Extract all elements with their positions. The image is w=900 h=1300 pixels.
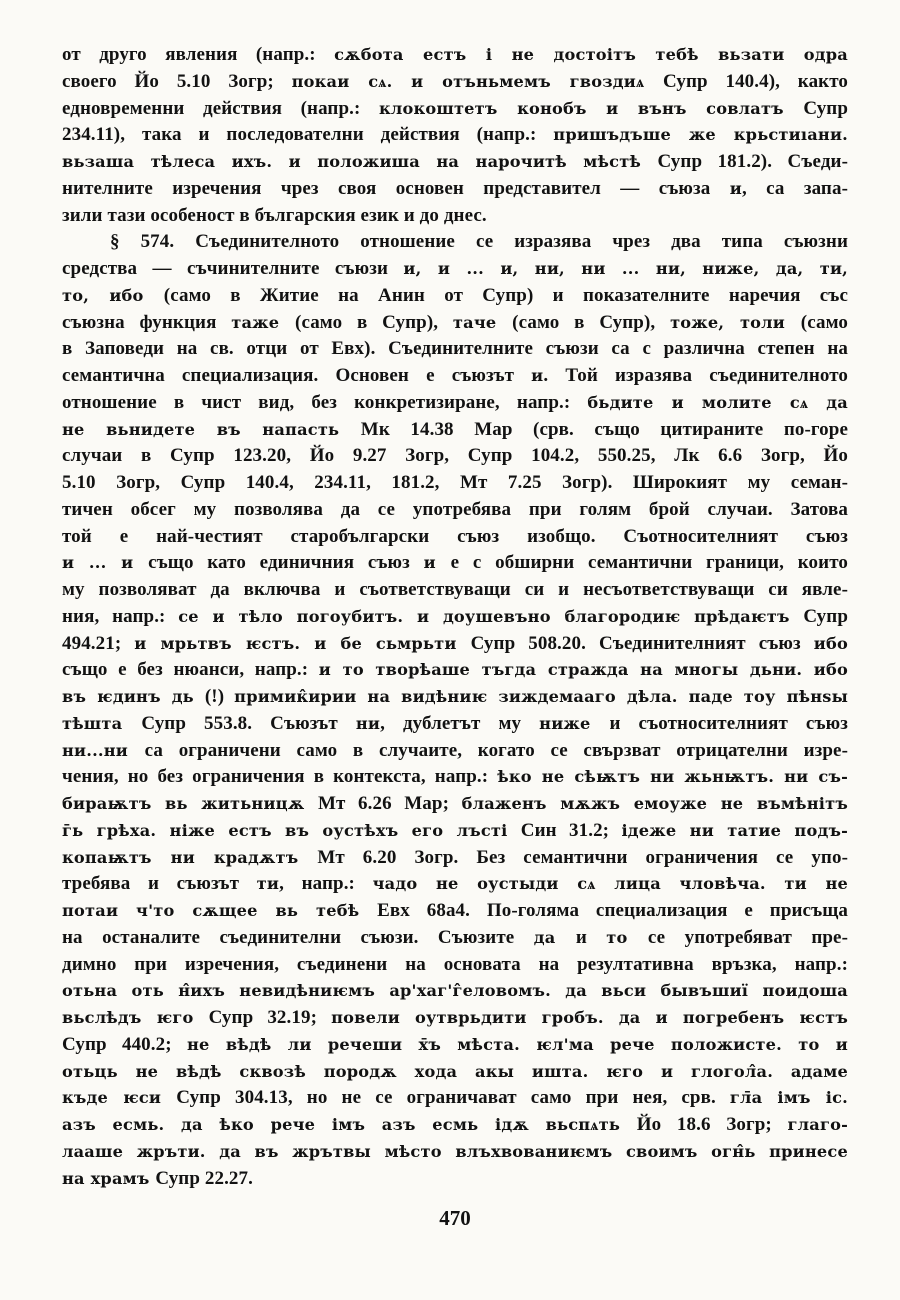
old-slavonic-text: къде ѥси	[62, 1088, 177, 1108]
modern-text: . Той изразява съединителното	[543, 365, 848, 386]
old-slavonic-text: пришъдъше же крьстиıани.	[553, 125, 848, 145]
text-line	[62, 122, 848, 149]
text-line	[62, 69, 848, 96]
text-line	[62, 711, 848, 738]
old-slavonic-text: ідеже ни татие подъ-	[621, 820, 848, 840]
old-slavonic-text: отьна оть н̂ихъ невидѣниѥмъ ар'хаг'г̂еловомъ. да вьси бывъшиї поидоша	[62, 981, 848, 1001]
text-line	[62, 550, 848, 577]
old-slavonic-text: примик̂ирии на видѣниѥ зиждемааго дѣла. паде тоу пѣнѕы	[234, 687, 849, 706]
page-text-block	[62, 42, 848, 1192]
text-line	[62, 42, 848, 69]
text-line	[62, 845, 848, 872]
old-slavonic-text: азъ есмь. да ѣко рече імъ азъ есмь ідѫ вьспѧть	[62, 1115, 637, 1134]
modern-text: Син 31.2;	[520, 819, 622, 841]
old-slavonic-text: глаго-	[787, 1115, 848, 1134]
modern-text: (!)	[204, 686, 235, 707]
modern-text: Мт 6.26 Мар;	[317, 793, 462, 814]
old-slavonic-text: и	[423, 553, 451, 573]
old-slavonic-text: потаи ч'то сѫщее вь тебѣ	[62, 901, 378, 920]
old-slavonic-text: сѫбота естъ і не достоітъ тебѣ вьзати одра	[334, 45, 848, 64]
text-line	[62, 898, 848, 925]
modern-text: Супр 32.19;	[208, 1007, 332, 1028]
old-slavonic-text: лааше жръти. да въ жрътвы мѣсто влъхвованиѥмъ своимъ огн̂ь принесе	[62, 1141, 848, 1161]
modern-text: требява и съюзът	[62, 873, 257, 895]
old-slavonic-text: вьзаша тѣлеса ихъ. и положиша на нарочитѣ мѣстѣ	[62, 152, 658, 171]
old-slavonic-text: клокоштетъ конобъ и вънъ совлатъ	[378, 98, 804, 118]
modern-text: Евх 68а4. По-голяма специализация е присъща	[377, 900, 848, 921]
old-slavonic-text: бираѭтъ вь житьницѫ	[62, 794, 318, 813]
modern-text: Мт 6.20 Зогр. Без семантични ограничения се упо-	[317, 846, 848, 868]
modern-text: също е без нюанси, напр.:	[62, 659, 319, 681]
text-line	[62, 978, 848, 1005]
old-slavonic-text: то	[606, 927, 648, 947]
modern-text: е с обширни семантични граници, които	[450, 552, 848, 574]
modern-text: Супр	[803, 97, 849, 119]
old-slavonic-text: отьць не вѣдѣ сквозѣ породѫ хода акы ишта. ѥго и глогол̂а. адаме	[62, 1061, 848, 1081]
modern-text: , дублетът му	[380, 712, 540, 734]
text-line	[62, 764, 848, 791]
modern-text: димно при изречения, съединени на основата на резултативна връзка, напр.:	[62, 953, 848, 975]
modern-text: (само	[800, 311, 848, 333]
text-line	[62, 1032, 848, 1059]
page-number: 470	[439, 1206, 471, 1230]
text-line	[62, 149, 848, 176]
text-line	[62, 390, 848, 417]
modern-text: (само в Супр),	[512, 311, 671, 333]
text-line	[62, 925, 848, 952]
old-slavonic-text: блаженъ мѫжъ емоуже не въмѣнітъ	[461, 794, 848, 813]
modern-text: 5.10 Зогр, Супр 140.4, 234.11, 181.2, Мт 7.25 Зогр). Широкият му семан-	[62, 472, 848, 493]
text-line	[62, 1139, 848, 1166]
text-line	[62, 443, 848, 470]
text-line	[62, 310, 848, 337]
text-line	[62, 1166, 848, 1193]
old-slavonic-text: копаѭтъ ни крадѫтъ	[62, 847, 318, 867]
modern-text: и съотносителният съюз	[609, 712, 848, 734]
modern-text: Супр 140.4), както	[663, 70, 848, 92]
old-slavonic-text: таже	[231, 312, 296, 332]
modern-text: отношение в чист вид, без конкретизиране, напр.:	[62, 391, 588, 413]
text-line	[62, 417, 848, 444]
old-slavonic-text: не вьнидете въ напасть	[62, 419, 361, 439]
text-line	[62, 363, 848, 390]
old-slavonic-text: бьдите и молите сѧ да	[587, 392, 848, 412]
old-slavonic-text: ибо	[813, 633, 848, 653]
old-slavonic-text: да	[533, 927, 576, 947]
text-line	[62, 497, 848, 524]
text-line	[62, 577, 848, 604]
modern-text: тичен обсег му позволява да се употребява при голям брой случаи. Затова	[62, 498, 848, 520]
old-slavonic-text: на храмъ	[62, 1168, 156, 1188]
old-slavonic-text: и ... и	[62, 553, 149, 573]
modern-text: и	[575, 926, 607, 948]
old-slavonic-text: чадо не оустыди сѧ лица чловѣча. ти не	[372, 874, 848, 894]
modern-text: (само в Житие на Анин от Супр) и показателните наречия със	[163, 284, 848, 306]
text-line	[62, 283, 848, 310]
modern-text: Супр 22.27.	[155, 1167, 253, 1189]
old-slavonic-text: не вѣдѣ ли речеши х̄ъ мѣста. ѥл'ма рече положисте. то и	[186, 1034, 848, 1054]
text-line	[62, 738, 848, 765]
old-slavonic-text: и, и ... и, ни, ни ... ни, ниже, да, ти,	[403, 259, 849, 278]
text-line	[62, 1112, 848, 1139]
modern-text: едновременни действия (напр.:	[62, 97, 379, 119]
old-slavonic-text: въ ѥдинъ дь	[62, 687, 205, 706]
text-line	[62, 631, 848, 658]
old-slavonic-text: и	[729, 178, 742, 198]
modern-text: Супр 508.20. Съединителният съюз	[470, 632, 814, 654]
text-line	[62, 203, 848, 230]
old-slavonic-text: се и тѣло погоубитъ. и доушевъно благородиѥ прѣдаѥтъ	[178, 606, 804, 626]
old-slavonic-text: ти	[256, 874, 280, 894]
modern-text: 234.11), така и последователни действия (напр.:	[62, 124, 554, 146]
text-line	[62, 1005, 848, 1032]
text-line	[62, 524, 848, 551]
text-line	[62, 1085, 848, 1112]
modern-text: , напр.:	[279, 873, 373, 895]
text-line	[62, 871, 848, 898]
old-slavonic-text: и	[531, 366, 544, 385]
modern-text: са ограничени само в случаите, когато се свързват отрицателни изре-	[144, 739, 848, 761]
old-slavonic-text: г̄ь грѣха. ніже естъ въ оустѣхъ его лъсті	[62, 820, 521, 840]
modern-text: в Заповеди на св. отци от Евх). Съединителните съюзи са с различна степен на	[62, 338, 848, 360]
modern-text: чения, но без ограничения в контекста, напр.:	[62, 766, 498, 788]
modern-text: Супр 304.13, но не се ограничават само при нея, срв.	[176, 1087, 730, 1109]
modern-text: Супр 553.8. Съюзът	[141, 712, 356, 734]
modern-text: , са запа-	[741, 177, 848, 199]
old-slavonic-text: покаи сѧ. и отъньмемъ гвоздиѧ	[291, 71, 664, 91]
modern-text: Супр 440.2;	[62, 1033, 187, 1055]
modern-text: нителните изречения чрез своя основен представител — съюза	[62, 177, 730, 199]
text-line	[62, 1059, 848, 1086]
modern-text: Йо 18.6 Зогр;	[636, 1114, 788, 1135]
text-line	[62, 229, 848, 256]
modern-text: Супр	[803, 605, 848, 627]
old-slavonic-text: тѣшта	[62, 713, 142, 733]
old-slavonic-text: ѣко не сѣѭтъ ни жьнѭтъ. ни съ-	[497, 767, 849, 787]
text-line	[62, 176, 848, 203]
modern-text: ния, напр.:	[62, 605, 179, 627]
modern-text: съюзна функция	[62, 311, 232, 333]
modern-text: своего Йо 5.10 Зогр;	[62, 70, 292, 92]
text-line	[62, 96, 848, 123]
modern-text: той е най-честият старобългарски съюз изобщо. Съотносителният съюз	[62, 525, 848, 547]
text-line	[62, 684, 848, 711]
modern-text: Супр 181.2). Съеди-	[657, 151, 849, 172]
modern-text: § 574. Съединителното отношение се изразява чрез два типа съюзни	[110, 231, 848, 253]
text-line	[62, 657, 848, 684]
modern-text: семантична специализация. Основен е съюзът	[62, 365, 532, 386]
text-line	[62, 952, 848, 979]
text-line	[62, 604, 848, 631]
text-line	[62, 256, 848, 283]
modern-text: (само в Супр),	[295, 311, 453, 333]
old-slavonic-text: и мрьтвъ ѥстъ. и бе сьмрьти	[134, 633, 471, 653]
text-line	[62, 791, 848, 818]
text-line	[62, 336, 848, 363]
old-slavonic-text: вьслѣдъ ѥго	[62, 1008, 209, 1027]
old-slavonic-text: таче	[452, 312, 513, 332]
old-slavonic-text: и то творѣаше тъгда стражда на многы дьни. ибо	[318, 660, 848, 680]
old-slavonic-text: ни...ни	[62, 740, 145, 760]
text-line	[62, 470, 848, 497]
modern-text: на останалите съединителни съюзи. Съюзите	[62, 926, 534, 948]
old-slavonic-text: ниже	[539, 713, 610, 733]
modern-text: зили тази особеност в българския език и до днес.	[62, 204, 487, 226]
text-line	[62, 818, 848, 845]
old-slavonic-text: гл̄а імъ іс.	[729, 1088, 848, 1108]
old-slavonic-text: то, ибо	[62, 285, 164, 305]
modern-text: се употребяват пре-	[647, 926, 848, 948]
modern-text: също като единичния съюз	[148, 552, 424, 574]
old-slavonic-text: повели оутврьдити гробъ. да и погребенъ ѥстъ	[331, 1008, 848, 1027]
modern-text: 494.21;	[62, 632, 135, 654]
modern-text: от друго явления (напр.:	[62, 44, 335, 65]
old-slavonic-text: ни	[355, 713, 381, 733]
modern-text: Мк 14.38 Мар (срв. също цитираните по-горе	[360, 418, 848, 440]
modern-text: му позволяват да включва и съответствуващи си и несъответствуващи си явле-	[62, 579, 848, 600]
modern-text: средства — съчинителните съюзи	[62, 258, 404, 279]
modern-text: случаи в Супр 123.20, Йо 9.27 Зогр, Супр 104.2, 550.25, Лк 6.6 Зогр, Йо	[62, 445, 848, 467]
old-slavonic-text: тоже, толи	[670, 312, 801, 332]
